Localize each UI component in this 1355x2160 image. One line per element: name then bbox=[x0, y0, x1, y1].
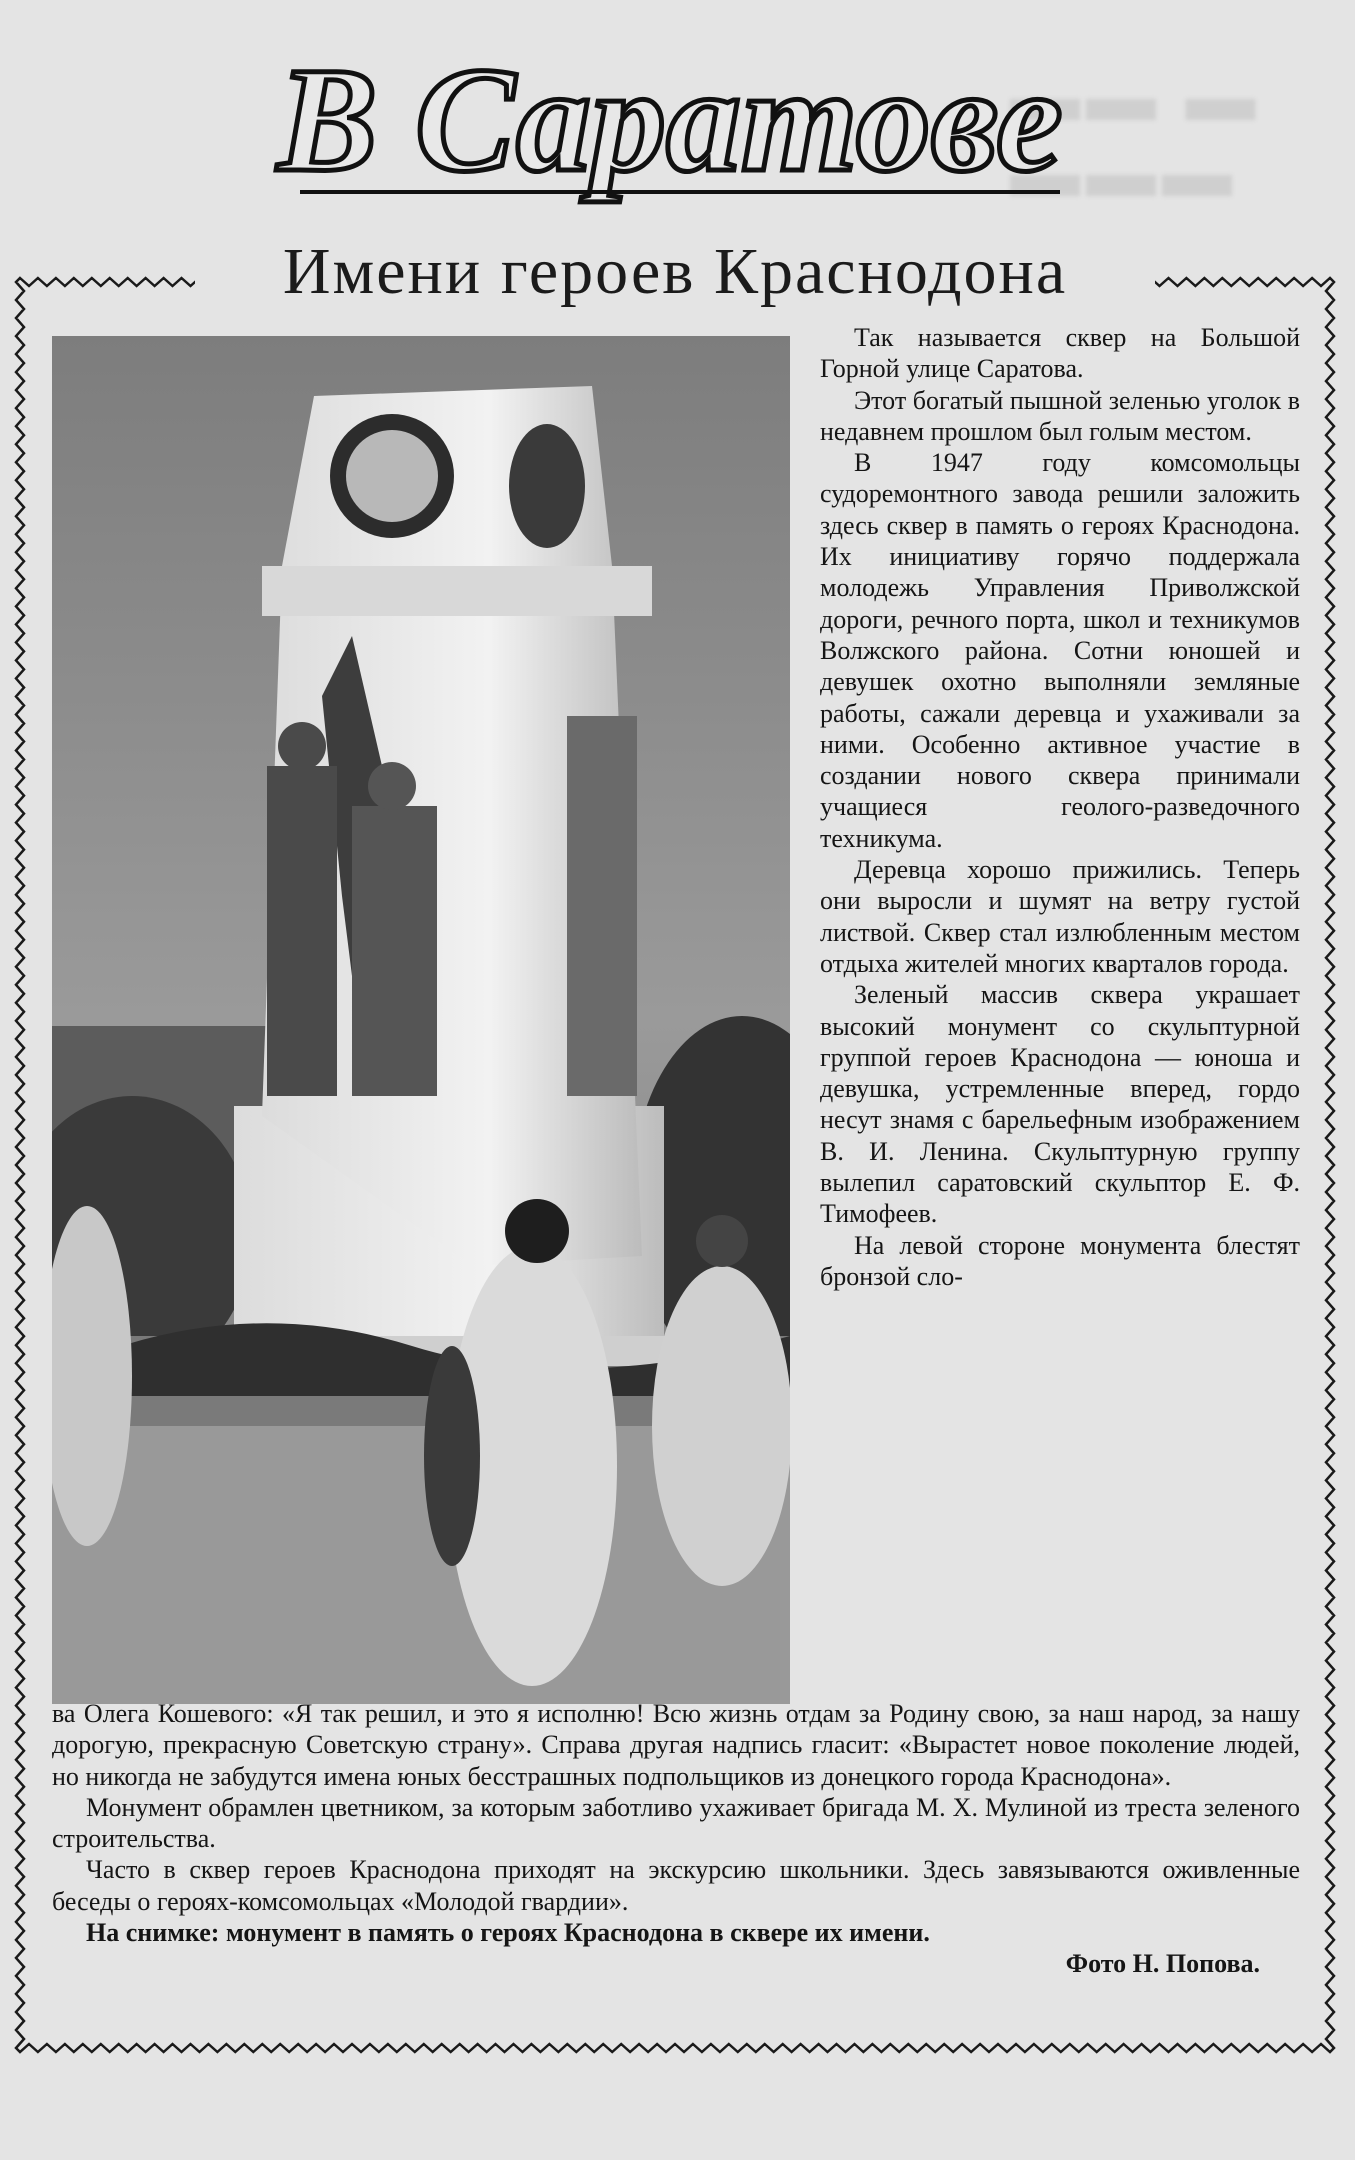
masthead-lettering bbox=[230, 20, 1110, 220]
article-paragraph-7: Монумент обрамлен цветником, за которым заботливо ухаживает бригада М. Х. Мулиной из треста зеленого строительства. bbox=[52, 1792, 1300, 1854]
monument-photo-illustration bbox=[52, 336, 790, 1704]
article-paragraph-6-continued: ва Олега Кошевого: «Я так решил, и это я исполню! Всю жизнь отдам за Родину свою, за наш народ, за нашу дорогую, прекрасную Советскую страну». Справа другая надпись гласит: «Вырастет новое поколение людей, но никогда не забудутся имена юных бесстрашных подпольщиков из донецкого города Краснодона». bbox=[52, 1699, 1300, 1791]
article-paragraph-6: На левой стороне монумента блестят бронзой сло- bbox=[820, 1230, 1300, 1291]
article-wide-text bbox=[52, 1698, 1300, 1980]
article-paragraph-3: В 1947 году комсомольцы судоремонтного завода решили заложить здесь сквер в память о героях Краснодона. Их инициативу горячо поддержала молодежь Управления Приволжской дороги, речного порта, школ и техникумов Волжского района. Сотни юношей и девушек охотно выполняли земляные работы, сажали деревца и ухаживали за ними. Особенно активное участие в создании нового сквера принимали учащиеся геолого-разведочного техникума. bbox=[820, 448, 1300, 853]
article-paragraph-8: Часто в сквер героев Краснодона приходят на экскурсию школьники. Здесь завязываются оживленные беседы о героях-комсомольцах «Молодой гвардии». bbox=[52, 1855, 1300, 1916]
article-column bbox=[820, 322, 1300, 1292]
monument-photo bbox=[52, 336, 790, 1704]
masthead-text: В Саратове bbox=[277, 37, 1063, 203]
headline: Имени героев Краснодона bbox=[195, 232, 1155, 312]
article-paragraph-1: Так называется сквер на Большой Горной улице Саратова. bbox=[820, 323, 1300, 384]
bleed-through-text: ▬▬ ▬ ▬▬▬ bbox=[1010, 59, 1262, 212]
photo-caption: На снимке: монумент в память о героях Краснодона в сквере их имени. bbox=[86, 1918, 930, 1948]
masthead bbox=[230, 20, 1110, 220]
article-paragraph-5: Зеленый массив сквера украшает высокий монумент со скульптурной группой героев Краснодона — юноша и девушка, устремленные вперед, гордо несут знамя с барельефным изображением В. И. Ленина. Скульптурную группу вылепил саратовский скульптор Е. Ф. Тимофеев. bbox=[820, 980, 1300, 1229]
article-paragraph-2: Этот богатый пышной зеленью уголок в недавнем прошлом был голым местом. bbox=[820, 385, 1300, 446]
photo-credit: Фото Н. Попова. bbox=[1065, 1949, 1260, 1979]
article-paragraph-4: Деревца хорошо прижились. Теперь они выросли и шумят на ветру густой листвой. Сквер стал излюбленным местом отдыха жителей многих кварталов города. bbox=[820, 855, 1300, 978]
